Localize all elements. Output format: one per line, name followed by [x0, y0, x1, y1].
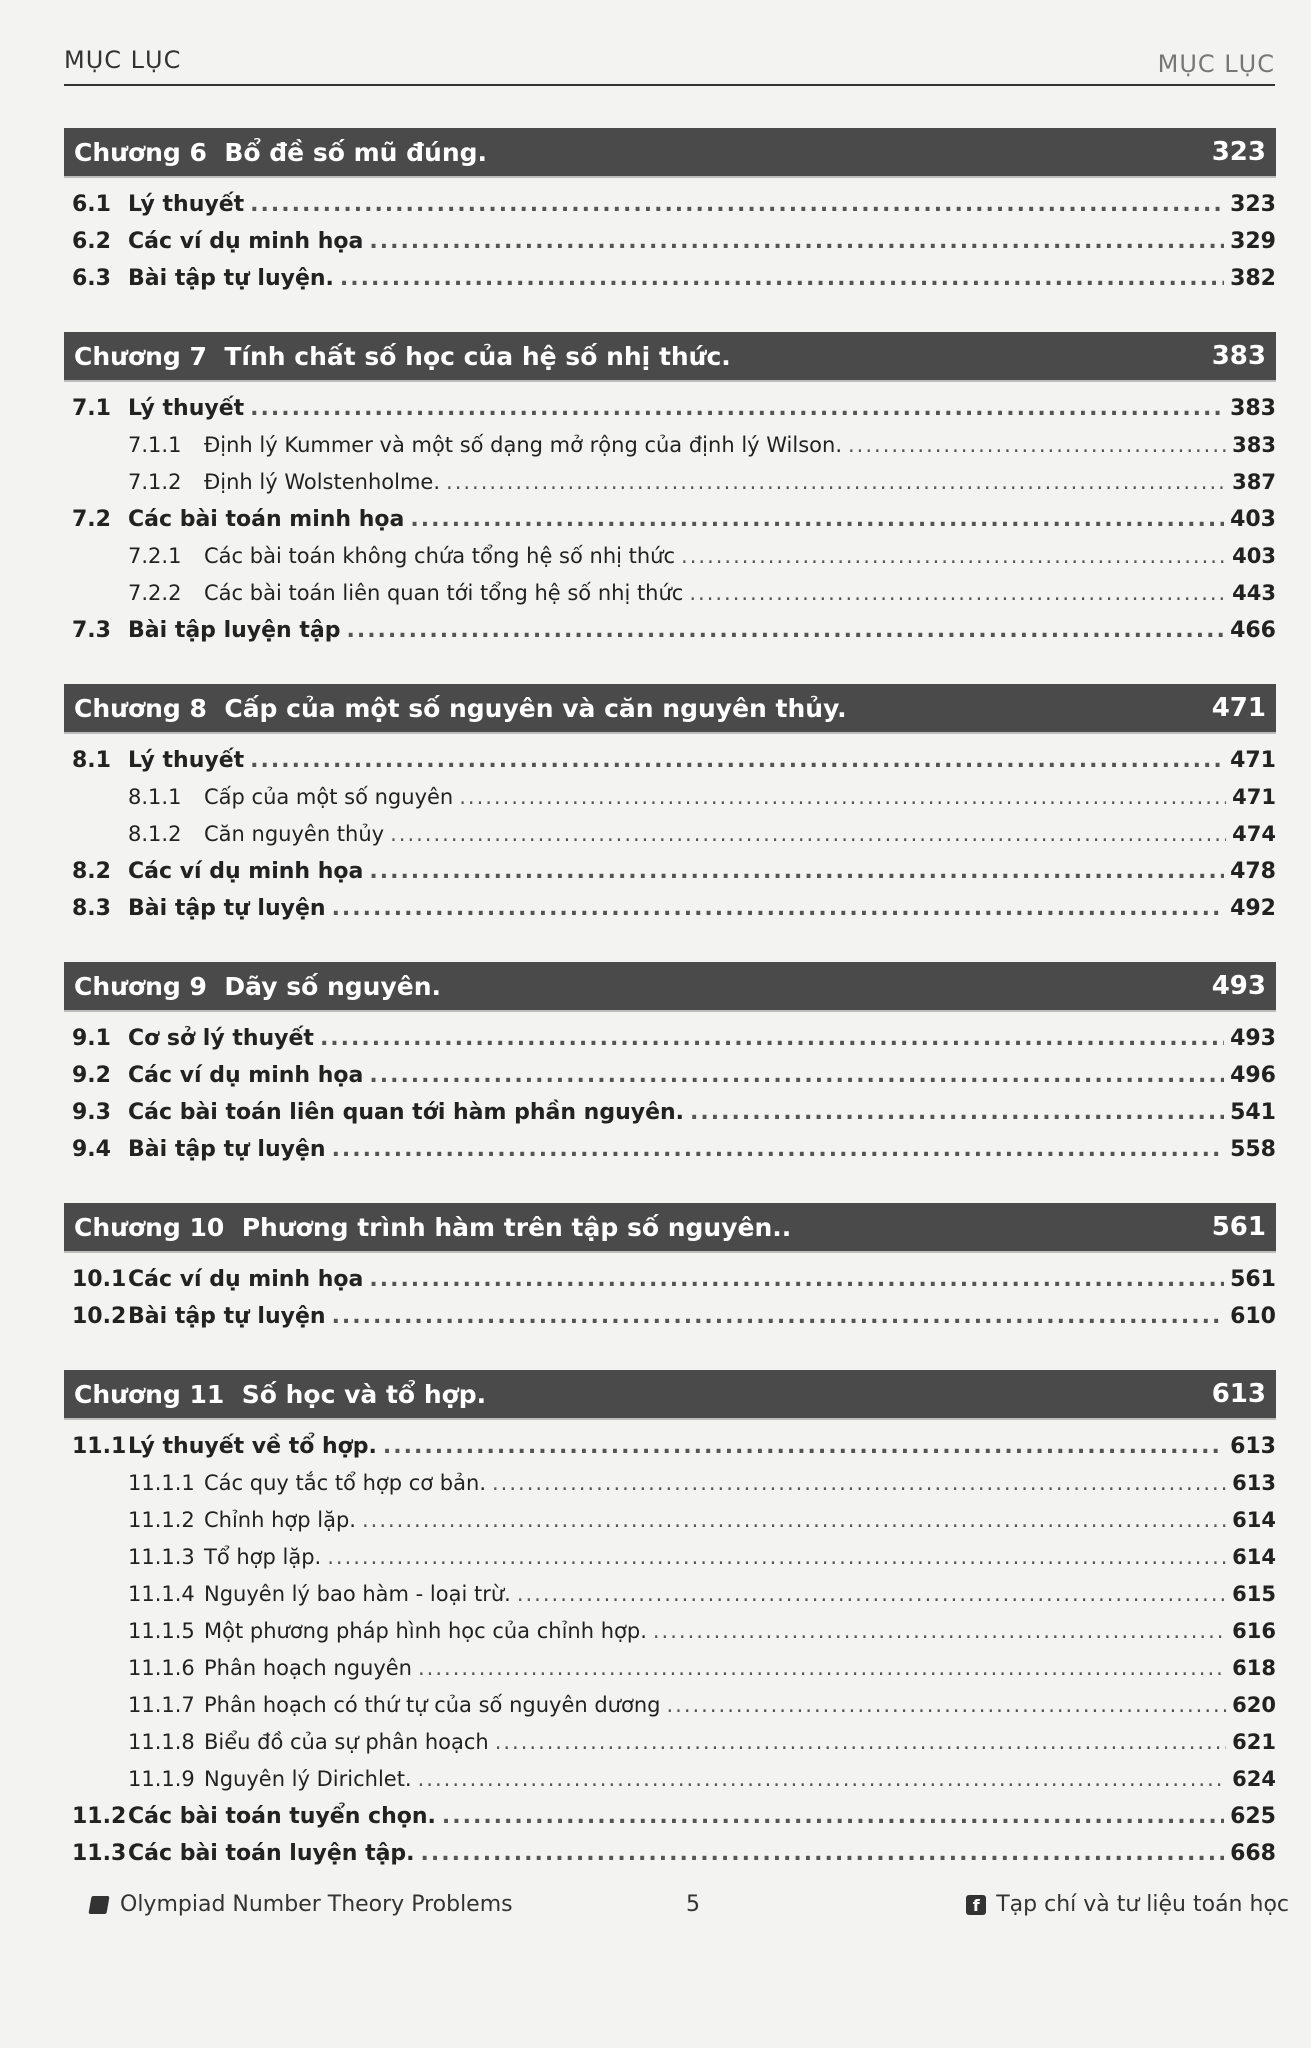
chapter-page: 471 — [1211, 693, 1266, 723]
dot-leader — [421, 1835, 1225, 1872]
dot-leader — [250, 186, 1224, 223]
toc-subsection-entry[interactable] — [64, 1465, 1276, 1502]
entry-number: 6.3 — [72, 266, 111, 291]
chapter-heading-text — [74, 1380, 486, 1409]
entry-page: 613 — [1232, 1471, 1276, 1495]
entry-title: Nguyên lý Dirichlet. — [204, 1767, 412, 1791]
toc-section-entry[interactable] — [64, 186, 1276, 223]
page-number: 5 — [686, 1892, 700, 1917]
entry-title: Định lý Kummer và một số dạng mở rộng của định lý Wilson. — [204, 433, 842, 457]
entry-title: Các bài toán tuyển chọn. — [128, 1804, 436, 1829]
entry-title: Phân hoạch có thứ tự của số nguyên dương — [204, 1693, 661, 1717]
entry-number: 11.2 — [72, 1804, 127, 1829]
toc-section-entry[interactable] — [64, 742, 1276, 779]
dot-leader — [332, 1298, 1225, 1335]
toc-section-entry[interactable] — [64, 1261, 1276, 1298]
chapter-label: Chương 10 — [74, 1212, 225, 1242]
entry-title: Lý thuyết — [128, 396, 245, 421]
footer-left — [90, 1892, 513, 1917]
entry-number: 7.1 — [72, 396, 111, 421]
entry-title: Các ví dụ minh họa — [128, 859, 364, 884]
entry-number: 11.1.3 — [128, 1545, 195, 1569]
toc-subsection-entry[interactable] — [64, 538, 1276, 575]
dot-leader — [369, 1261, 1224, 1298]
toc-section-entry[interactable] — [64, 1798, 1276, 1835]
chapter-page: 561 — [1211, 1212, 1266, 1242]
dot-leader — [390, 816, 1226, 853]
chapter-heading[interactable] — [64, 332, 1276, 382]
entry-title: Nguyên lý bao hàm - loại trừ. — [204, 1582, 511, 1606]
toc-section-entry[interactable] — [64, 853, 1276, 890]
toc-section-entry[interactable] — [64, 1094, 1276, 1131]
chapter-entries — [64, 1012, 1276, 1168]
chapter-title: Tính chất số học của hệ số nhị thức. — [224, 341, 731, 371]
entry-title: Bài tập tự luyện — [128, 1137, 326, 1162]
chapter-section — [64, 1203, 1276, 1335]
entry-title: Phân hoạch nguyên — [204, 1656, 412, 1680]
entry-page: 616 — [1232, 1619, 1276, 1643]
footer-source: Tạp chí và tư liệu toán học — [996, 1892, 1289, 1917]
toc-section-entry[interactable] — [64, 390, 1276, 427]
toc-subsection-entry[interactable] — [64, 1502, 1276, 1539]
entry-page: 492 — [1230, 896, 1276, 921]
chapter-title: Phương trình hàm trên tập số nguyên.. — [241, 1212, 792, 1242]
entry-title: Chỉnh hợp lặp. — [204, 1508, 356, 1532]
chapter-entries — [64, 734, 1276, 927]
entry-title: Các quy tắc tổ hợp cơ bản. — [204, 1471, 486, 1495]
entry-number: 11.1.7 — [128, 1693, 195, 1717]
dot-leader — [250, 390, 1224, 427]
toc-section-entry[interactable] — [64, 1020, 1276, 1057]
entry-page: 625 — [1230, 1804, 1276, 1829]
dot-leader — [327, 1539, 1226, 1576]
entry-title: Các bài toán luyện tập. — [128, 1841, 415, 1866]
entry-title: Lý thuyết — [128, 748, 245, 773]
dot-leader — [320, 1020, 1224, 1057]
dot-leader — [495, 1724, 1226, 1761]
toc-section-entry[interactable] — [64, 1835, 1276, 1872]
dot-leader — [418, 1650, 1226, 1687]
entry-page: 471 — [1232, 785, 1276, 809]
entry-number: 6.2 — [72, 229, 111, 254]
footer-right — [966, 1892, 1289, 1917]
chapter-heading-text — [74, 138, 487, 167]
toc-section-entry[interactable] — [64, 260, 1276, 297]
book-icon — [88, 1896, 109, 1914]
entry-number: 8.1.1 — [128, 785, 182, 809]
chapter-heading[interactable] — [64, 1203, 1276, 1253]
dot-leader — [442, 1798, 1224, 1835]
toc-section-entry[interactable] — [64, 612, 1276, 649]
entry-number: 11.1.1 — [128, 1471, 195, 1495]
chapter-heading-text — [74, 694, 847, 723]
dot-leader — [418, 1761, 1227, 1798]
chapter-page: 493 — [1211, 971, 1266, 1001]
entry-title: Bài tập tự luyện — [128, 896, 326, 921]
toc-section-entry[interactable] — [64, 501, 1276, 538]
chapter-heading-text — [74, 1213, 791, 1242]
entry-page: 382 — [1230, 266, 1276, 291]
entry-page: 541 — [1230, 1100, 1276, 1125]
toc-subsection-entry[interactable] — [64, 1687, 1276, 1724]
dot-leader — [848, 427, 1226, 464]
entry-page: 493 — [1230, 1026, 1276, 1051]
chapter-label: Chương 8 — [74, 693, 207, 723]
entry-page: 614 — [1232, 1545, 1276, 1569]
toc-section-entry[interactable] — [64, 1428, 1276, 1465]
toc-subsection-entry[interactable] — [64, 779, 1276, 816]
dot-leader — [459, 779, 1226, 816]
entry-number: 7.1.1 — [128, 433, 182, 457]
entry-number: 11.1.9 — [128, 1767, 195, 1791]
entry-title: Tổ hợp lặp. — [204, 1545, 322, 1569]
chapter-title: Cấp của một số nguyên và căn nguyên thủy. — [224, 693, 847, 723]
entry-number: 11.1.5 — [128, 1619, 195, 1643]
chapter-section — [64, 684, 1276, 927]
facebook-icon: f — [966, 1895, 986, 1915]
entry-number: 8.1 — [72, 748, 111, 773]
entry-number: 7.3 — [72, 618, 111, 643]
chapter-heading[interactable] — [64, 684, 1276, 734]
entry-number: 11.1.4 — [128, 1582, 195, 1606]
entry-page: 383 — [1230, 396, 1276, 421]
chapter-heading-text — [74, 342, 731, 371]
entry-number: 9.3 — [72, 1100, 111, 1125]
toc-subsection-entry[interactable] — [64, 575, 1276, 612]
chapter-page: 383 — [1211, 341, 1266, 371]
chapter-title: Số học và tổ hợp. — [241, 1379, 487, 1409]
chapter-page: 613 — [1211, 1379, 1266, 1409]
chapter-entries — [64, 382, 1276, 649]
toc-subsection-entry[interactable] — [64, 1613, 1276, 1650]
chapter-label: Chương 9 — [74, 971, 207, 1001]
chapter-section — [64, 1370, 1276, 1872]
chapter-heading[interactable] — [64, 128, 1276, 178]
entry-title: Cơ sở lý thuyết — [128, 1026, 314, 1051]
entry-number: 7.2.2 — [128, 581, 182, 605]
table-of-contents — [64, 128, 1276, 1907]
chapter-label: Chương 6 — [74, 137, 207, 167]
dot-leader — [362, 1502, 1226, 1539]
entry-number: 11.1 — [72, 1434, 127, 1459]
entry-title: Các ví dụ minh họa — [128, 1267, 364, 1292]
chapter-entries — [64, 1420, 1276, 1872]
entry-title: Các bài toán không chứa tổng hệ số nhị thức — [204, 544, 676, 568]
entry-title: Căn nguyên thủy — [204, 822, 385, 846]
chapter-label: Chương 11 — [74, 1379, 225, 1409]
entry-page: 613 — [1230, 1434, 1276, 1459]
entry-number: 7.2.1 — [128, 544, 182, 568]
entry-page: 403 — [1232, 544, 1276, 568]
chapter-heading[interactable] — [64, 1370, 1276, 1420]
entry-page: 614 — [1232, 1508, 1276, 1532]
entry-page: 478 — [1230, 859, 1276, 884]
entry-number: 11.1.6 — [128, 1656, 195, 1680]
entry-page: 610 — [1230, 1304, 1276, 1329]
dot-leader — [332, 1131, 1225, 1168]
entry-number: 8.2 — [72, 859, 111, 884]
toc-subsection-entry[interactable] — [64, 1576, 1276, 1613]
toc-subsection-entry[interactable] — [64, 1539, 1276, 1576]
dot-leader — [492, 1465, 1226, 1502]
entry-number: 7.2 — [72, 507, 111, 532]
entry-title: Một phương pháp hình học của chỉnh hợp. — [204, 1619, 647, 1643]
dot-leader — [383, 1428, 1224, 1465]
entry-page: 624 — [1232, 1767, 1276, 1791]
entry-number: 9.1 — [72, 1026, 111, 1051]
entry-title: Lý thuyết — [128, 192, 245, 217]
entry-number: 6.1 — [72, 192, 111, 217]
entry-page: 403 — [1230, 507, 1276, 532]
dot-leader — [340, 260, 1224, 297]
chapter-title: Bổ đề số mũ đúng. — [224, 137, 488, 167]
dot-leader — [332, 890, 1225, 927]
dot-leader — [369, 223, 1224, 260]
toc-section-entry[interactable] — [64, 1131, 1276, 1168]
entry-number: 10.1 — [72, 1267, 127, 1292]
entry-title: Các bài toán minh họa — [128, 507, 405, 532]
entry-title: Bài tập tự luyện — [128, 1304, 326, 1329]
chapter-title: Dãy số nguyên. — [224, 971, 441, 1001]
entry-page: 323 — [1230, 192, 1276, 217]
entry-number: 8.1.2 — [128, 822, 182, 846]
entry-title: Lý thuyết về tổ hợp. — [128, 1434, 377, 1459]
chapter-entries — [64, 178, 1276, 297]
entry-number: 9.2 — [72, 1063, 111, 1088]
entry-page: 615 — [1232, 1582, 1276, 1606]
dot-leader — [369, 1057, 1224, 1094]
dot-leader — [517, 1576, 1226, 1613]
entry-page: 618 — [1232, 1656, 1276, 1680]
dot-leader — [666, 1687, 1226, 1724]
entry-page: 383 — [1232, 433, 1276, 457]
chapter-section — [64, 128, 1276, 297]
entry-number: 11.1.8 — [128, 1730, 195, 1754]
toc-subsection-entry[interactable] — [64, 464, 1276, 501]
chapter-page: 323 — [1211, 137, 1266, 167]
entry-number: 10.2 — [72, 1304, 127, 1329]
footer-book-title: Olympiad Number Theory Problems — [120, 1892, 513, 1917]
chapter-section — [64, 332, 1276, 649]
entry-page: 620 — [1232, 1693, 1276, 1717]
entry-title: Cấp của một số nguyên — [204, 785, 454, 809]
entry-number: 11.3 — [72, 1841, 127, 1866]
entry-page: 496 — [1230, 1063, 1276, 1088]
entry-page: 329 — [1230, 229, 1276, 254]
chapter-section — [64, 962, 1276, 1168]
entry-page: 474 — [1232, 822, 1276, 846]
entry-page: 668 — [1230, 1841, 1276, 1866]
entry-page: 466 — [1230, 618, 1276, 643]
header-left: MỤC LỤC — [64, 46, 182, 74]
dot-leader — [250, 742, 1224, 779]
entry-number: 7.1.2 — [128, 470, 182, 494]
entry-title: Các bài toán liên quan tới hàm phần nguyên. — [128, 1100, 685, 1125]
entry-page: 387 — [1232, 470, 1276, 494]
toc-subsection-entry[interactable] — [64, 1761, 1276, 1798]
entry-number: 8.3 — [72, 896, 111, 921]
chapter-label: Chương 7 — [74, 341, 207, 371]
entry-title: Các ví dụ minh họa — [128, 1063, 364, 1088]
entry-title: Các ví dụ minh họa — [128, 229, 364, 254]
chapter-entries — [64, 1253, 1276, 1335]
toc-subsection-entry[interactable] — [64, 1650, 1276, 1687]
dot-leader — [446, 464, 1226, 501]
entry-title: Bài tập luyện tập — [128, 618, 341, 643]
running-header — [64, 46, 1275, 86]
toc-section-entry[interactable] — [64, 1298, 1276, 1335]
toc-section-entry[interactable] — [64, 223, 1276, 260]
chapter-heading-text — [74, 972, 441, 1001]
page-footer — [90, 1892, 1289, 1932]
toc-section-entry[interactable] — [64, 890, 1276, 927]
toc-subsection-entry[interactable] — [64, 816, 1276, 853]
dot-leader — [346, 612, 1224, 649]
dot-leader — [369, 853, 1224, 890]
entry-page: 621 — [1232, 1730, 1276, 1754]
entry-page: 558 — [1230, 1137, 1276, 1162]
entry-title: Các bài toán liên quan tới tổng hệ số nhị thức — [204, 581, 684, 605]
toc-section-entry[interactable] — [64, 1057, 1276, 1094]
dot-leader — [681, 538, 1226, 575]
entry-number: 9.4 — [72, 1137, 111, 1162]
entry-page: 561 — [1230, 1267, 1276, 1292]
dot-leader — [689, 575, 1226, 612]
header-right: MỤC LỤC — [1157, 50, 1275, 78]
entry-page: 471 — [1230, 748, 1276, 773]
entry-title: Biểu đồ của sự phân hoạch — [204, 1730, 489, 1754]
entry-title: Bài tập tự luyện. — [128, 266, 334, 291]
chapter-heading[interactable] — [64, 962, 1276, 1012]
toc-subsection-entry[interactable] — [64, 427, 1276, 464]
entry-title: Định lý Wolstenholme. — [204, 470, 441, 494]
entry-page: 443 — [1232, 581, 1276, 605]
dot-leader — [653, 1613, 1226, 1650]
dot-leader — [690, 1094, 1224, 1131]
dot-leader — [410, 501, 1224, 538]
entry-number: 11.1.2 — [128, 1508, 195, 1532]
toc-subsection-entry[interactable] — [64, 1724, 1276, 1761]
